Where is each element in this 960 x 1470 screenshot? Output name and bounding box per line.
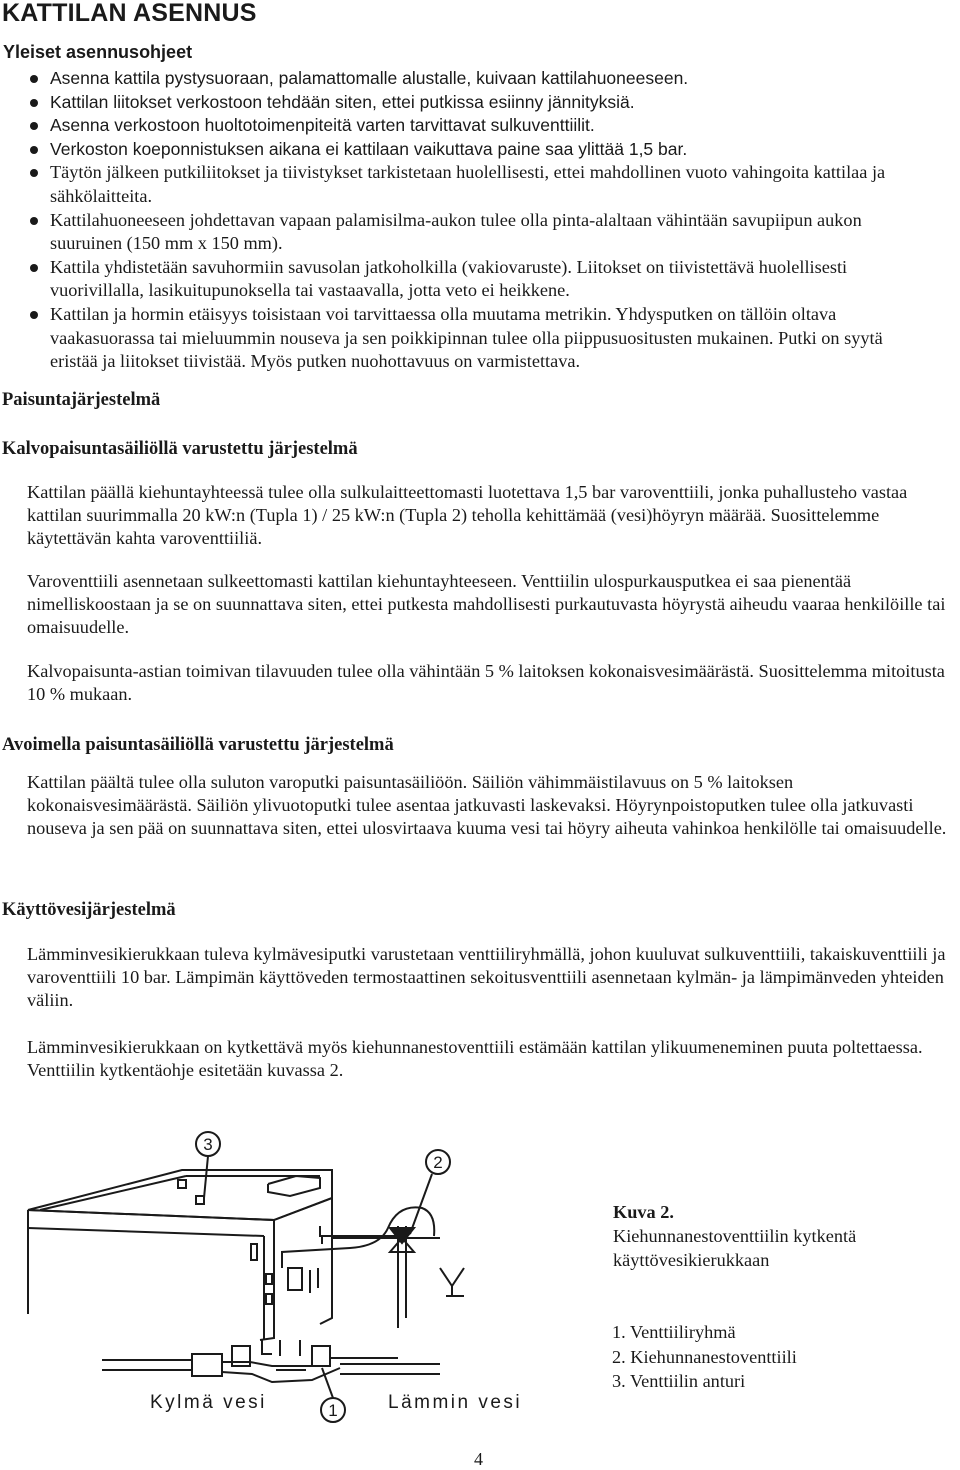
bullet-icon: [30, 311, 38, 319]
list-item: Asenna verkostoon huoltotoimenpiteitä varten tarvittavat sulkuventtiilit.: [2, 114, 932, 138]
figure-caption-line: käyttövesikierukkaan: [613, 1250, 770, 1270]
callout-1: [321, 1368, 345, 1422]
svg-text:1: 1: [328, 1401, 338, 1420]
list-item: Kattilahuoneeseen johdettavan vapaan palamisilma-aukon tulee olla pinta-alaltaan vähintään savupiipun aukon suuruinen (150 mm x 150 mm).: [2, 209, 932, 256]
bullet-icon: [30, 169, 38, 177]
list-item: Verkoston koeponnistuksen aikana ei kattilaan vaikuttava paine saa ylittää 1,5 bar.: [2, 138, 932, 162]
callout-3: [196, 1132, 220, 1198]
paragraph-membrane-3: Kalvopaisunta-astian toimivan tilavuuden tulee olla vähintään 5 % laitoksen kokonaisvesimäärästä. Suosittelemma mitoitusta 10 % mukaan.: [27, 661, 945, 705]
section-heading-hot-water: Käyttövesijärjestelmä: [2, 900, 176, 920]
general-instructions-list: [2, 67, 932, 374]
cold-water-label: Kylmä vesi: [150, 1392, 267, 1413]
subheading-membrane-system: Kalvopaisuntasäiliöllä varustettu järjestelmä: [2, 439, 358, 459]
svg-text:3: 3: [203, 1135, 213, 1154]
section-heading-general: Yleiset asennusohjeet: [3, 42, 193, 62]
figure-legend: [612, 1320, 952, 1394]
paragraph-membrane-1: Kattilan päällä kiehuntayhteessä tulee olla sulkulaitteettomasti luotettava 1,5 bar varoventtiili, jonka puhallusteho vastaa kattilan suurimmalla 20 kW:n (Tupla 1) / 25 kW:n (Tupla 2) teholla kehittämää (vesi)höyryn määrää. Suosittelemme käytettävän kahta varoventtiiliä.: [27, 482, 908, 549]
legend-item: 3. Venttiilin anturi: [612, 1371, 746, 1391]
figure-caption: [613, 1200, 953, 1272]
bullet-icon: [30, 75, 38, 83]
warm-water-label: Lämmin vesi: [388, 1392, 523, 1413]
list-item: Kattilan liitokset verkostoon tehdään siten, ettei putkissa esiinny jännityksiä.: [2, 91, 932, 115]
list-item: Kattilan ja hormin etäisyys toisistaan voi tarvittaessa olla muutama metrikin. Yhdysputken on tällöin oltava vaakasuorassa tai mieluummin nouseva ja sen poikkipinnan tulee olla piippusuositusten mukainen. Putki on syytä eristää ja liitokset tiivistää. Myös putken nuohottavuus on varmistettava.: [2, 303, 932, 374]
list-item: Asenna kattila pystysuoraan, palamattomalle alustalle, kuivaan kattilahuoneeseen.: [2, 67, 932, 91]
paragraph-open-1: Kattilan päältä tulee olla suluton varoputki paisuntasäiliöön. Säiliön vähimmäistilavuus on 5 % laitoksen kokonaisvesimäärästä. Säiliön ylivuotoputki tulee asentaa jatkuvasti laskevaksi. Höyrynpoistoputken tulee olla jatkuvasti nouseva ja sen pää on suunnattava siten, ettei ulosvirtaava kuuma vesi tai höyry aiheuta vahinkoa henkilölle tai omaisuudelle.: [27, 772, 947, 839]
bullet-icon: [30, 217, 38, 225]
paragraph-hot-water-1: Lämminvesikierukkaan tuleva kylmävesiputki varustetaan venttiiliryhmällä, johon kuuluvat sulkuventtiili, takaiskuventtiili ja varoventtiili 10 bar. Lämpimän käyttöveden termostaattinen sekoitusventtiili asennetaan kylmän- ja lämpimänveden yhteiden väliin.: [27, 944, 946, 1011]
bullet-icon: [30, 122, 38, 130]
page-title: KATTILAN ASENNUS: [2, 0, 257, 27]
list-item: Täytön jälkeen putkiliitokset ja tiivistykset tarkistetaan huolellisesti, ettei mahdollinen vuoto vahingoita kattilaa ja sähkölaitteita.: [2, 161, 932, 208]
bullet-icon: [30, 99, 38, 107]
paragraph-membrane-2: Varoventtiili asennetaan sulkeettomasti kattilan kiehuntayhteeseen. Venttiilin ulospurkausputkea ei saa pienentää nimelliskoostaan ja se on suunnattava siten, ettei putkesta mahdollisesti purkautuvasta höyrystä aiheudu vaaraa henkilöille tai omaisuudelle.: [27, 571, 946, 638]
page-number: 4: [474, 1449, 483, 1469]
callout-2: [410, 1150, 450, 1234]
subheading-open-system: Avoimella paisuntasäiliöllä varustettu järjestelmä: [2, 735, 394, 755]
svg-text:2: 2: [433, 1153, 443, 1172]
legend-item: 2. Kiehunnanestoventtiili: [612, 1346, 797, 1367]
bullet-icon: [30, 264, 38, 272]
section-heading-expansion: Paisuntajärjestelmä: [2, 390, 161, 410]
figure-label: Kuva 2.: [613, 1202, 674, 1222]
list-item: Kattila yhdistetään savuhormiin savusolan jatkoholkilla (vakiovaruste). Liitokset on tiivistettävä huolellisesti vuorivillalla, lasikuitupunoksella tai vastaavalla, jotta veto ei heikkene.: [2, 256, 932, 303]
legend-item: 1. Venttiiliryhmä: [612, 1322, 736, 1342]
paragraph-hot-water-2: Lämminvesikierukkaan on kytkettävä myös kiehunnanestoventtiili estämään kattilan ylikuumeneminen puuta poltettaessa. Venttiilin kytkentäohje esitetään kuvassa 2.: [27, 1037, 923, 1081]
figure-caption-line: Kiehunnanestoventtiilin kytkentä: [613, 1226, 857, 1246]
bullet-icon: [30, 146, 38, 154]
boiler-connection-diagram: [20, 1118, 560, 1428]
